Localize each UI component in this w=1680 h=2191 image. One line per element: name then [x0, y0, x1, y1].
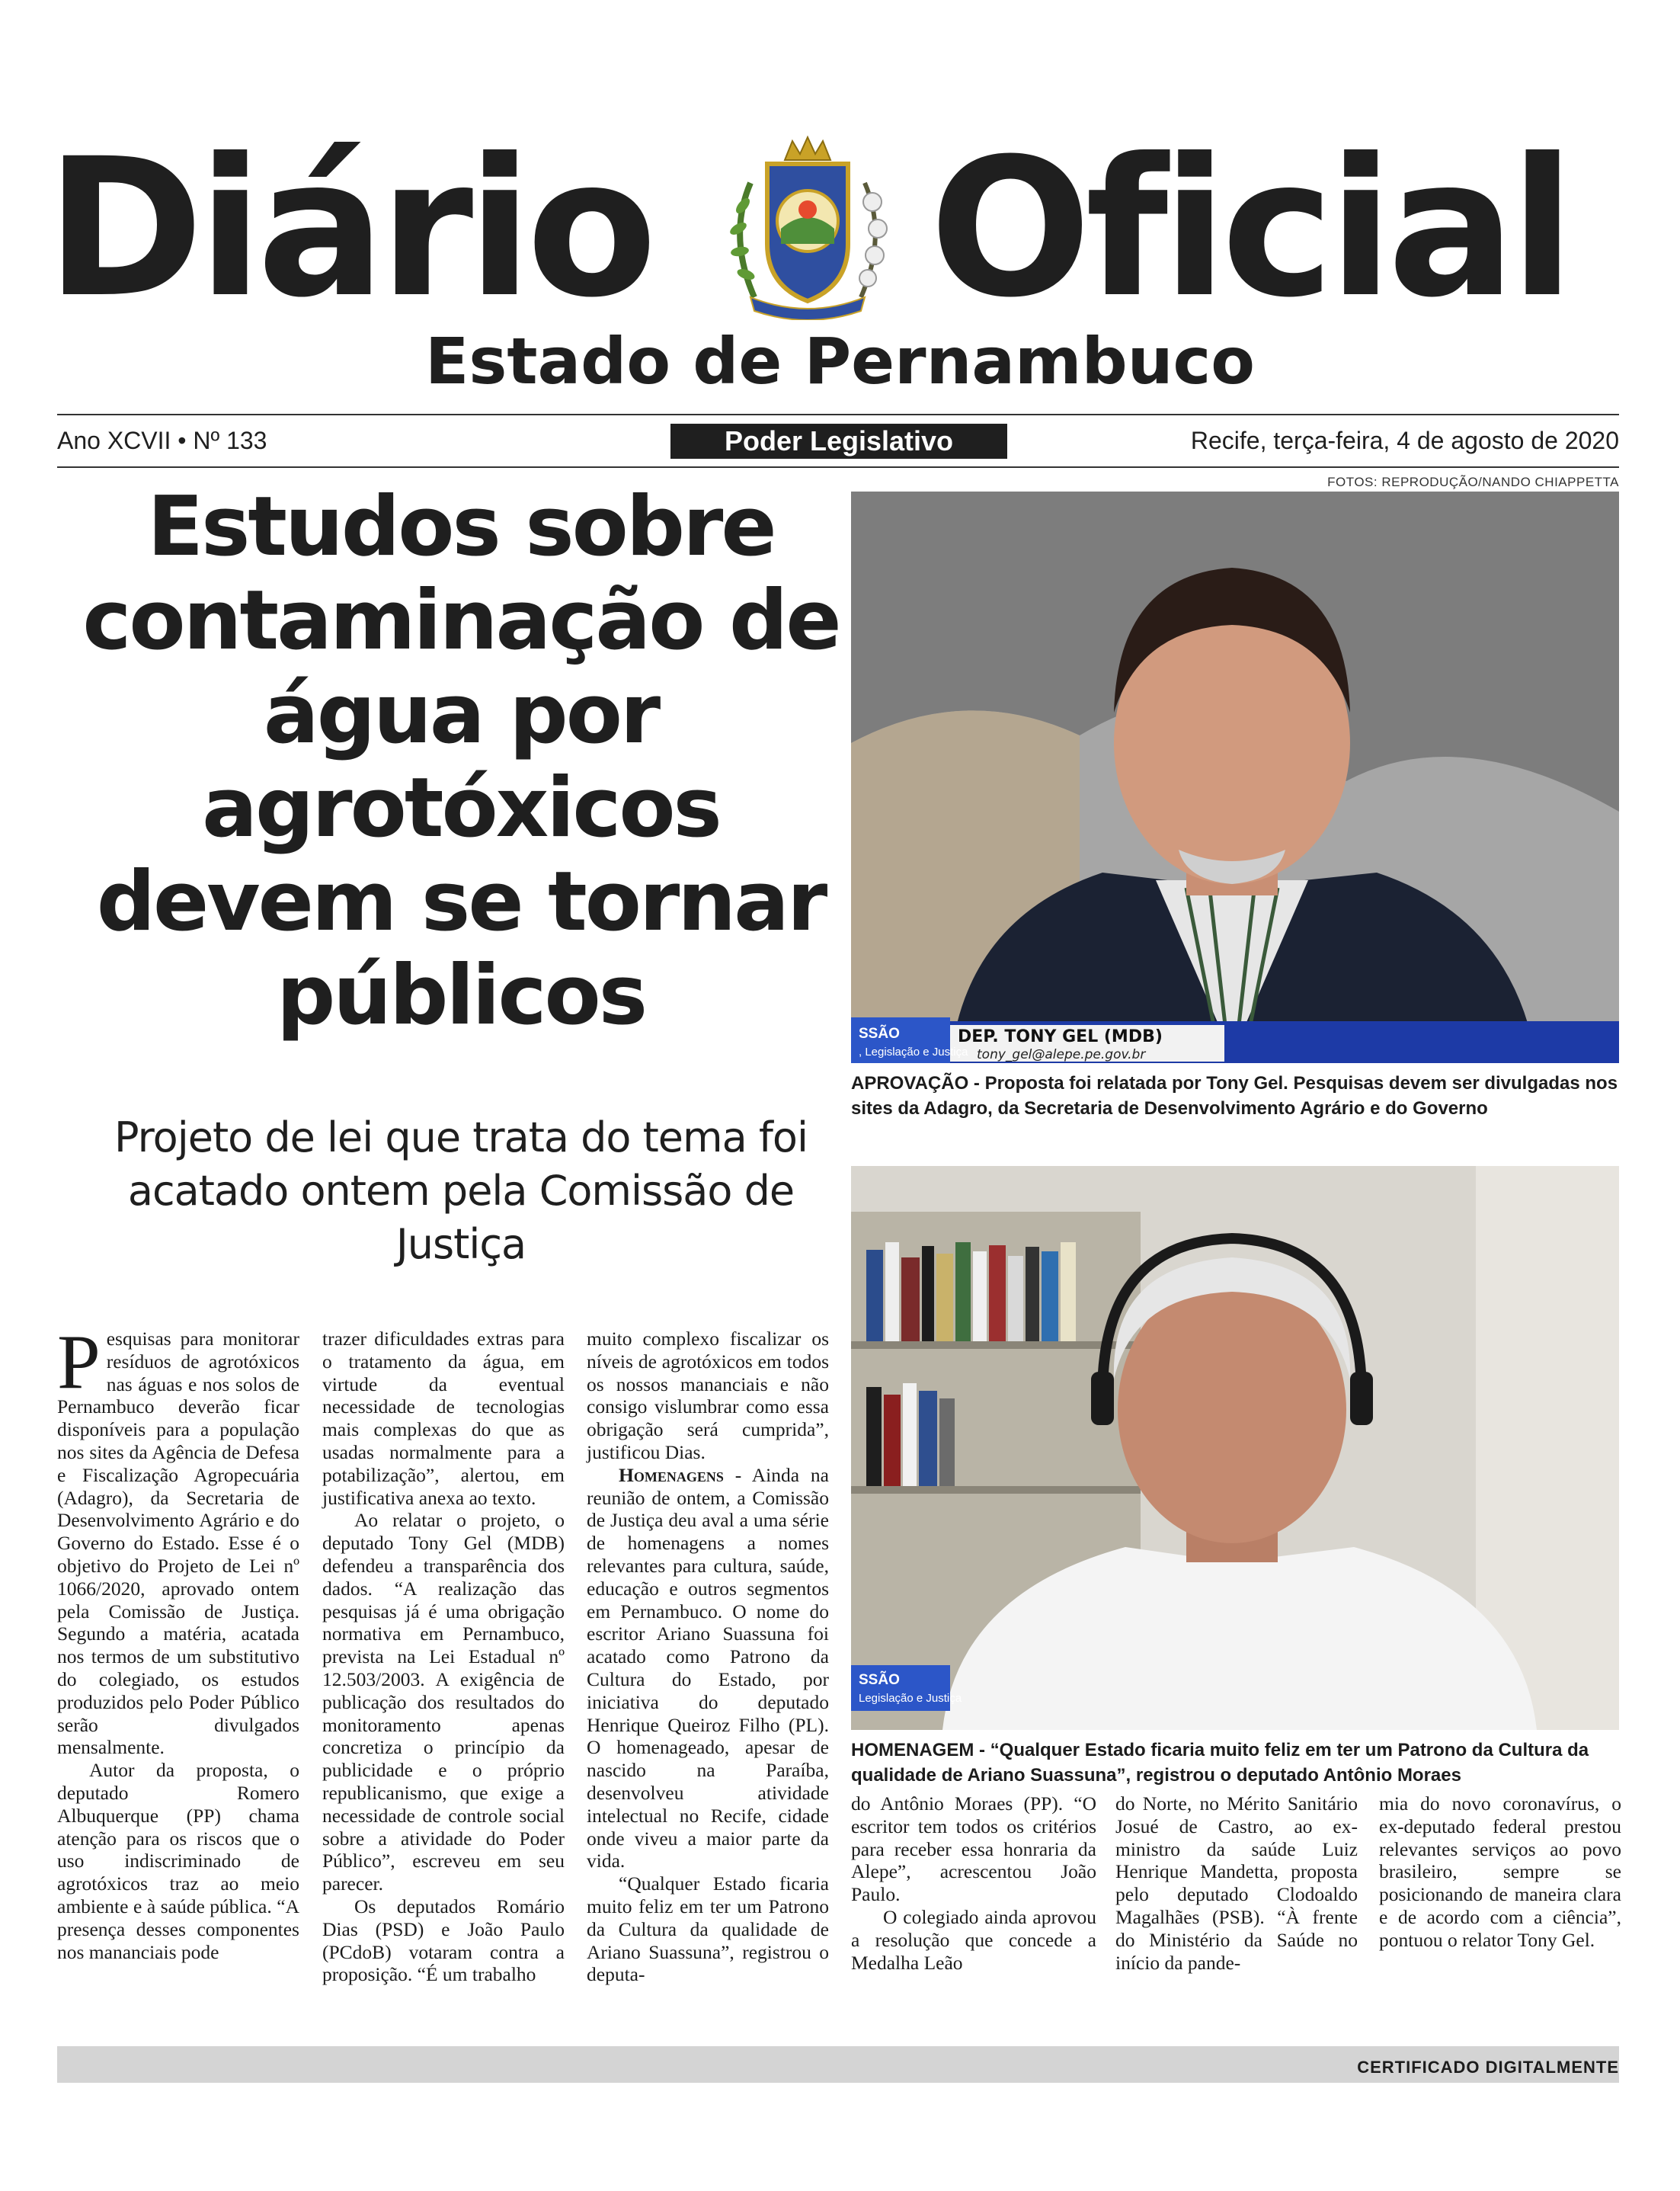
edition-number: Ano XCVII • Nº 133: [57, 427, 267, 454]
article-paragraph: O colegiado ainda aprovou a resolução que concede a Medalha Leão: [851, 1905, 1096, 1974]
video-frame-illustration: [851, 492, 1619, 1063]
video-frame-illustration-2: [851, 1166, 1619, 1730]
article-column-1: [57, 1319, 299, 1963]
article-paragraph: Os deputados Romário Dias (PSD) e João Paulo (PCdoB) votaram contra a proposição. “É um trabalho: [322, 1895, 565, 1986]
caption-text-2: - “Qualquer Estado ficaria muito feliz em ter um Patrono da Cultura da qualidade de Ariano Suassuna”, registrou o deputado Antônio Moraes: [851, 1740, 1589, 1786]
article-paragraph: muito complexo fiscalizar os níveis de agrotóxicos em todos os nossos mananciais e não consigo vislumbrar como essa obrigação será cumprida”, justificou Dias.: [587, 1328, 829, 1463]
article-paragraph: do Norte, no Mérito Sanitário Josué de Castro, ao ex-ministro da saúde Luiz Henrique Mandetta, proposta pelo deputado Clodoaldo Magalhães (PSB). “À frente do Ministério da Saúde no início da pande-: [1115, 1792, 1358, 1974]
article-column-4: [851, 1792, 1096, 1974]
photo-credit: FOTOS: REPRODUÇÃO/NANDO CHIAPPETTA: [1327, 475, 1619, 489]
caption-label-1: APROVAÇÃO: [851, 1073, 969, 1094]
section-badge: Poder Legislativo: [670, 424, 1007, 459]
lower-third-left-sub-1: , Legislação e Justiça: [859, 1046, 968, 1059]
photo-tony-gel: [851, 492, 1619, 1063]
paragraph-text: esquisas para monitorar resíduos de agrotóxicos nas águas e nos solos de Pernambuco deverão ficar disponíveis para a população nos sites da Agência de Defesa e Fiscalização Agropecuária (Adagro), da Secretaria de Desenvolvimento Agrário e do Governo do Estado. Esse é o objetivo do Projeto de Lei nº 1066/2020, aprovado ontem pela Comissão de Justiça. Segundo a matéria, acatada nos termos de um substitutivo do colegiado, os estudos produzidos pelo Poder Público serão divulgados mensalmente.: [57, 1328, 299, 1759]
article-column-6: [1379, 1792, 1621, 1952]
article-column-3: [587, 1328, 829, 1986]
lower-third-name: DEP. TONY GEL (MDB): [958, 1027, 1163, 1046]
photo-caption-1: [851, 1071, 1621, 1121]
masthead-top-rule: [57, 414, 1619, 415]
subsection-heading: Homenagens: [619, 1463, 724, 1486]
masthead-bottom-rule: [57, 466, 1619, 468]
lower-third-email: tony_gel@alepe.pe.gov.br: [977, 1047, 1146, 1062]
photo-caption-2: [851, 1738, 1621, 1788]
paragraph-text: - Ainda na reunião de ontem, a Comissão de Justiça deu aval a uma série de homenagens a nomes relevantes para cultura, saúde, educação e outros segmentos em Pernambuco. O nome do escritor Ariano Suassuna foi acatado como Patrono da Cultura do Estado, por iniciativa do deputado Henrique Queiroz Filho (PL). O homenageado, apesar de nascido na Paraíba, desenvolveu atividade intelectual no Recife, cidade onde viveu a maior parte da vida.: [587, 1463, 829, 1872]
publication-date: Recife, terça-feira, 4 de agosto de 2020: [1190, 427, 1619, 454]
article-paragraph: trazer dificuldades extras para o tratamento da água, em virtude da eventual necessidade de tecnologias mais complexas do que as usadas normalmente para a potabilização”, alertou, em justificativa anexa ao texto.: [322, 1328, 565, 1509]
masthead-state-name: Estado de Pernambuco: [424, 324, 1256, 399]
digital-certificate-label: CERTIFICADO DIGITALMENTE: [1357, 2058, 1619, 2077]
masthead-title-left: Diário: [46, 117, 651, 339]
caption-text-1: - Proposta foi relatada por Tony Gel. Pesquisas devem ser divulgadas nos sites da Adagro, da Secretaria de Desenvolvimento Agrário e do Governo: [851, 1073, 1618, 1119]
article-column-2: [322, 1328, 565, 1986]
article-paragraph: “Qualquer Estado ficaria muito feliz em ter um Patrono da Cultura da qualidade de Ariano Suassuna”, registrou o deputa-: [587, 1872, 829, 1986]
lower-third-left-1: SSÃO: [859, 1026, 900, 1042]
headline: Estudos sobre contaminação de água por agrotóxicos devem se tornar públicos: [82, 479, 840, 1043]
dropcap: P: [57, 1319, 101, 1405]
article-paragraph: Ao relatar o projeto, o deputado Tony Gel (MDB) defendeu a transparência dos dados. “A realização das pesquisas já é uma obrigação normativa em Pernambuco, prevista na Lei Estadual nº 12.503/2003. A exigência de publicação dos resultados do monitoramento apenas concretiza o princípio da publicidade e o próprio republicanismo, que exige a necessidade de controle social sobre a atividade do Poder Público”, escreveu em seu parecer.: [322, 1509, 565, 1895]
masthead-title-right: Oficial: [930, 117, 1570, 339]
article-paragraph: [57, 1319, 299, 1759]
lower-third-left-sub-2: Legislação e Justiça: [859, 1692, 962, 1705]
caption-label-2: HOMENAGEM: [851, 1740, 974, 1760]
article-paragraph: mia do novo coronavírus, o ex-deputado federal prestou relevantes serviços ao povo brasileiro, sempre se posicionando de maneira clara e de acordo com a ciência”, pontuou o relator Tony Gel.: [1379, 1792, 1621, 1951]
article-column-5: [1115, 1792, 1358, 1974]
pernambuco-coat-of-arms-icon: [720, 130, 895, 320]
lower-third-left-2: SSÃO: [859, 1672, 900, 1688]
article-paragraph: [587, 1464, 829, 1872]
photo-antonio-moraes: [851, 1166, 1619, 1730]
article-paragraph: Autor da proposta, o deputado Romero Albuquerque (PP) chama atenção para os riscos que o uso indiscriminado de agrotóxicos traz ao meio ambiente e à saúde pública. “A presença desses componentes nos mananciais pode: [57, 1759, 299, 1963]
article-paragraph: do Antônio Moraes (PP). “O escritor tem todos os critérios para receber essa honraria da Alepe”, acrescentou João Paulo.: [851, 1792, 1096, 1906]
subheadline: Projeto de lei que trata do tema foi acatado ontem pela Comissão de Justiça: [114, 1113, 808, 1268]
